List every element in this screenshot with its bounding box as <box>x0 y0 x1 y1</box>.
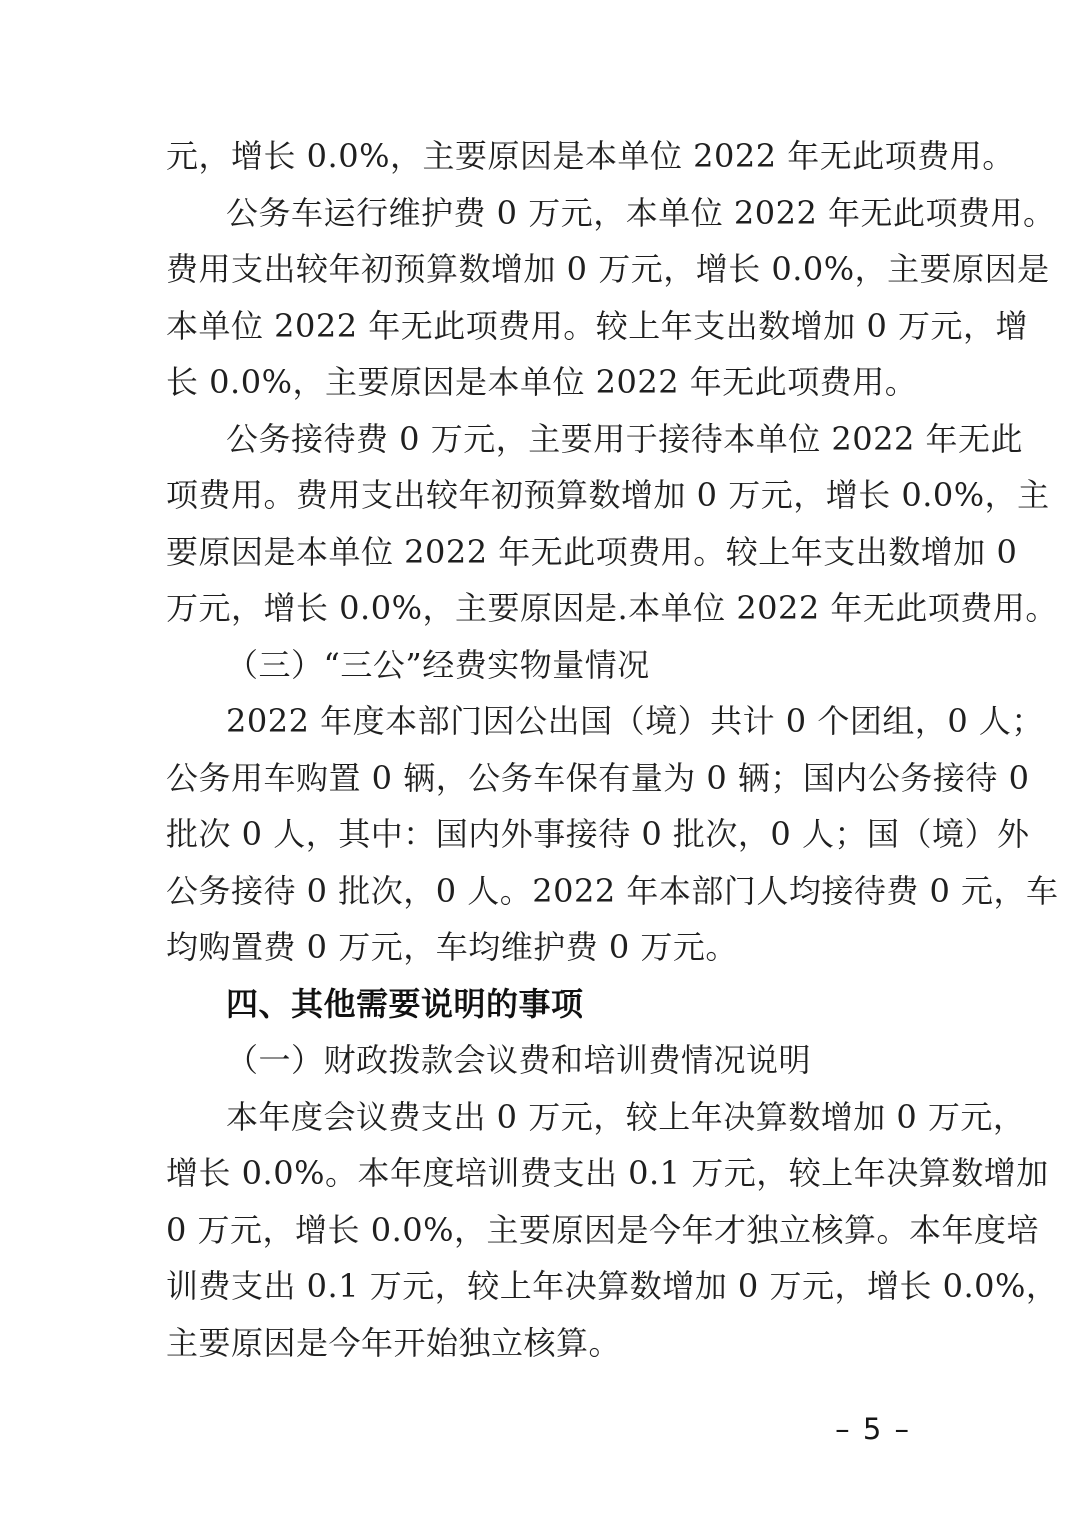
text-line: 均购置费 0 万元，车均维护费 0 万元。 <box>166 928 738 966</box>
text-line: 本单位 2022 年无此项费用。较上年支出数增加 0 万元，增 <box>166 306 1028 345</box>
text-line: 公务用车购置 0 辆，公务车保有量为 0 辆；国内公务接待 0 <box>166 758 1030 797</box>
text-line: 增长 0.0%。本年度培训费支出 0.1 万元，较上年决算数增加 <box>166 1154 1049 1192</box>
document-body <box>166 128 1059 1371</box>
text-line: 2022 年度本部门因公出国（境）共计 0 个团组，0 人； <box>226 702 1044 740</box>
text-line: 费用支出较年初预算数增加 0 万元，增长 0.0%，主要原因是 <box>166 250 1050 288</box>
text-line: 要原因是本单位 2022 年无此项费用。较上年支出数增加 0 <box>166 532 1018 571</box>
text-line: 长 0.0%，主要原因是本单位 2022 年无此项费用。 <box>166 363 918 401</box>
text-line: 公务车运行维护费 0 万元，本单位 2022 年无此项费用。 <box>226 193 1056 232</box>
text-line: 万元，增长 0.0%，主要原因是.本单位 2022 年无此项费用。 <box>166 589 1058 627</box>
page-number: – 5 – <box>835 1412 911 1446</box>
sub-heading: （三）“三公”经费实物量情况 <box>226 645 650 684</box>
text-line: 训费支出 0.1 万元，较上年决算数增加 0 万元，增长 0.0%， <box>166 1267 1059 1305</box>
text-line: 0 万元，增长 0.0%，主要原因是今年才独立核算。本年度培 <box>166 1210 1040 1249</box>
text-line: 元，增长 0.0%，主要原因是本单位 2022 年无此项费用。 <box>166 137 1015 175</box>
text-line: 主要原因是今年开始独立核算。 <box>166 1323 622 1362</box>
text-line: 本年度会议费支出 0 万元，较上年决算数增加 0 万元， <box>226 1097 1026 1136</box>
text-line: 公务接待 0 批次，0 人。2022 年本部门人均接待费 0 元，车 <box>166 871 1059 910</box>
text-line: 批次 0 人，其中：国内外事接待 0 批次，0 人；国（境）外 <box>166 815 1030 853</box>
text-line: 项费用。费用支出较年初预算数增加 0 万元，增长 0.0%，主 <box>166 476 1050 514</box>
sub-heading: （一）财政拨款会议费和培训费情况说明 <box>226 1041 812 1079</box>
section-heading: 四、其他需要说明的事项 <box>226 984 584 1023</box>
text-line: 公务接待费 0 万元，主要用于接待本单位 2022 年无此 <box>226 419 1023 458</box>
